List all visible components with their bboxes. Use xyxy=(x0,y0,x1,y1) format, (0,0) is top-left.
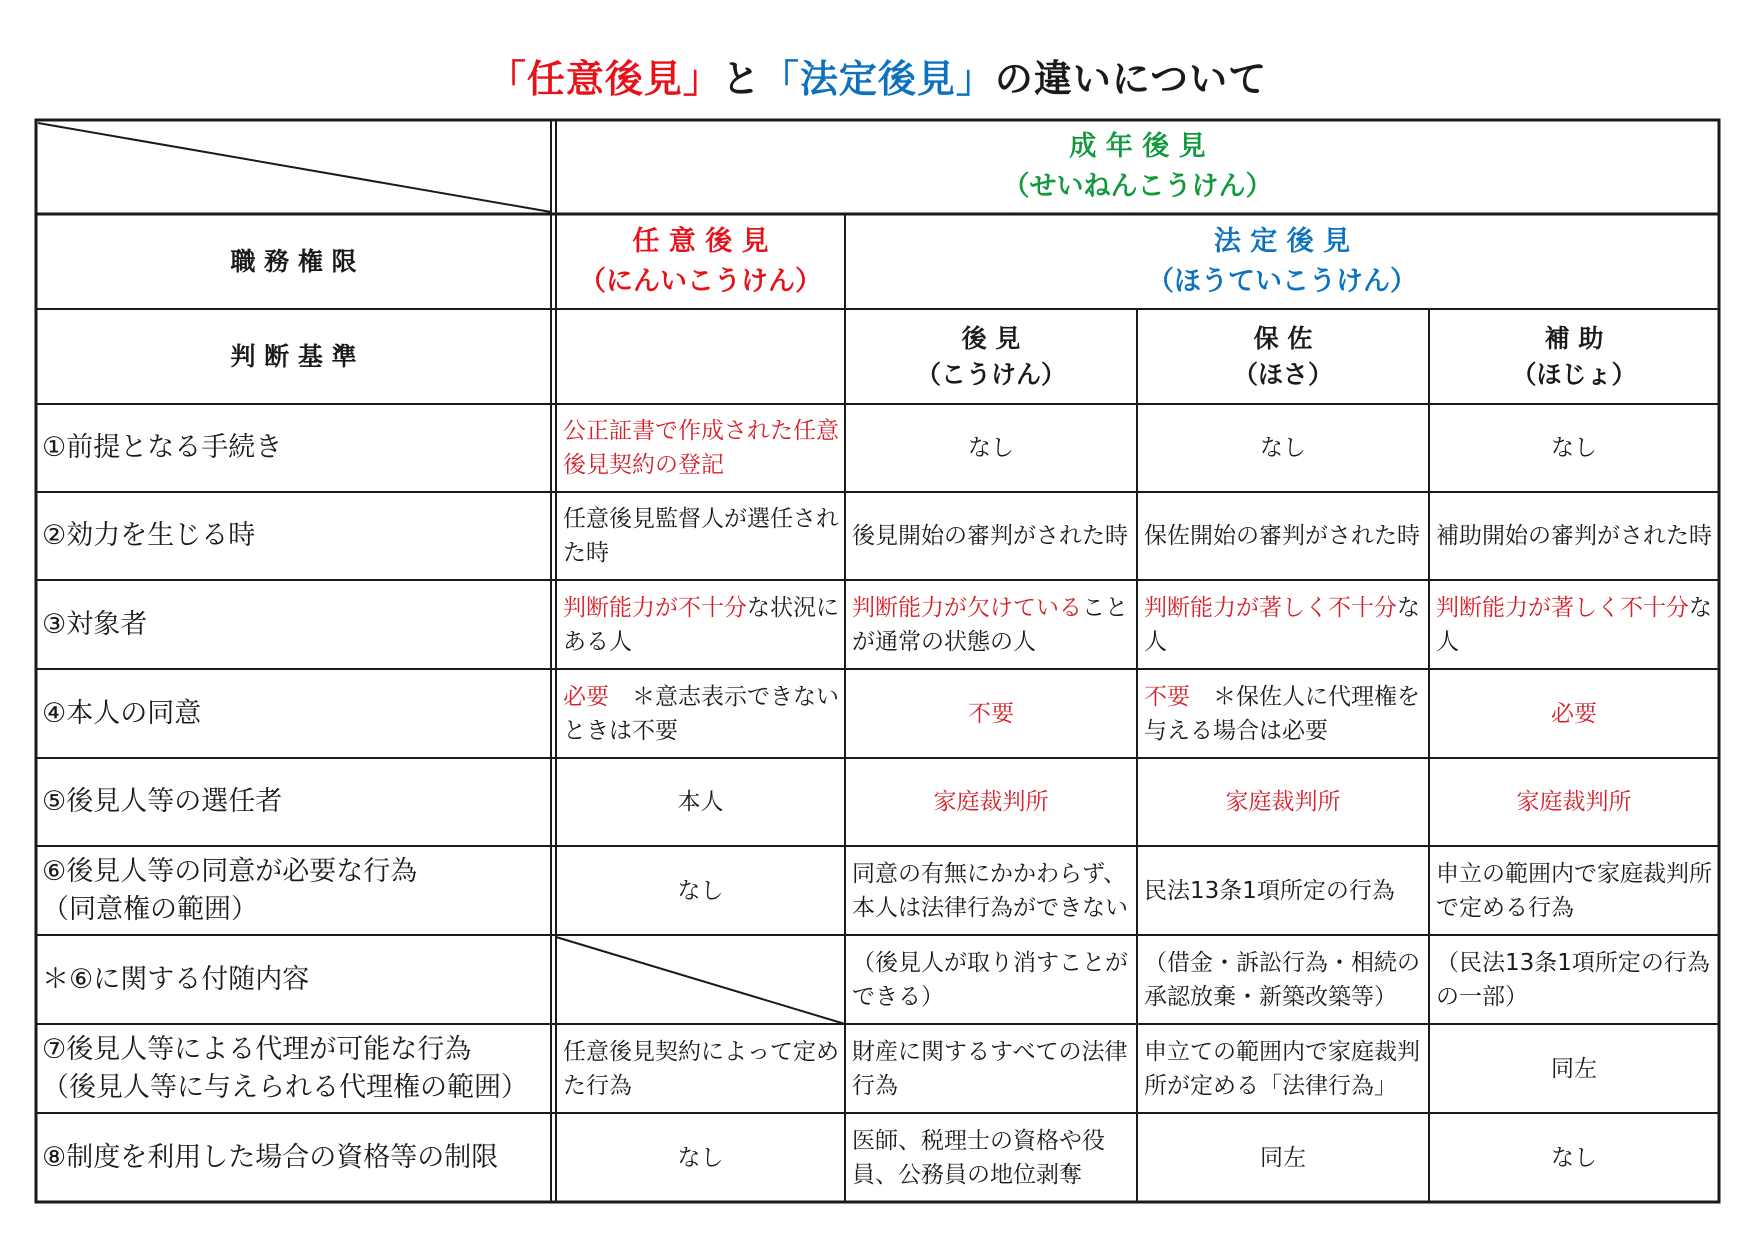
row-label-dairi xyxy=(36,1024,551,1113)
cell-r7-nini-text: 任意後見契約によって定めた行為 xyxy=(563,1038,839,1099)
cell-r8-hosa-text: 同左 xyxy=(1260,1144,1306,1171)
title-hotei: 「法定後見」 xyxy=(760,57,995,101)
cell-r3-hosa-highlight: 判断能力が著しく不十分 xyxy=(1144,594,1397,621)
cell-r5-hojo-text: 家庭裁判所 xyxy=(1516,789,1632,815)
header-koken xyxy=(845,309,1137,404)
row-label-doiken-sub: （同意権の範囲） xyxy=(42,893,258,925)
cell-r2-nini-text: 任意後見監督人が選任された時 xyxy=(563,506,839,566)
cell-r5-hojo xyxy=(1429,758,1719,846)
cell-r3-koken-text: ことが通常の状態の人 xyxy=(852,594,1128,655)
cell-r2-hojo-text: 補助開始の審判がされた時 xyxy=(1436,523,1712,549)
cell-r6b-hojo xyxy=(1429,935,1719,1024)
header-shokumu-label: 職 務 権 限 xyxy=(230,246,357,276)
row-label-taisho xyxy=(36,580,551,669)
cell-r5-nini xyxy=(556,758,845,846)
cell-r1-nini xyxy=(556,404,845,492)
row-label-sennin xyxy=(36,758,551,846)
cell-r5-hosa xyxy=(1137,758,1429,846)
header-hosa xyxy=(1137,309,1429,404)
row-label-seigen-text: ⑧制度を利用した場合の資格等の制限 xyxy=(42,1141,499,1173)
cell-r3-koken-highlight: 判断能力が欠けている xyxy=(852,594,1082,621)
cell-r4-hosa-highlight: 不要 xyxy=(1144,683,1190,710)
header-hojo-kana: （ほじょ） xyxy=(1511,359,1637,389)
cell-r1-hosa xyxy=(1137,404,1429,492)
header-seinen-kana: （せいねんこうけん） xyxy=(1002,171,1273,202)
header-hotei-kana: （ほうていこうけん） xyxy=(1147,265,1417,297)
cell-r8-hojo-text: なし xyxy=(1551,1144,1597,1171)
cell-r6-nini-text: なし xyxy=(677,877,724,904)
row-label-taisho-text: ③対象者 xyxy=(42,608,148,640)
cell-r6-koken-text: 同意の有無にかかわらず、本人は法律行為ができない xyxy=(852,860,1128,921)
cell-r1-nini-text: 公正証書で作成された任意後見契約の登記 xyxy=(563,418,839,478)
header-handan xyxy=(36,309,551,404)
cell-r6b-koken xyxy=(845,935,1137,1024)
row-label-zentei-text: ①前提となる手続き xyxy=(42,432,283,463)
cell-r2-nini xyxy=(556,492,845,580)
header-nini-kana: （にんいこうけん） xyxy=(579,265,822,297)
cell-r4-nini-highlight: 必要 xyxy=(563,683,609,710)
cell-r2-hosa xyxy=(1137,492,1429,580)
row-label-zentei xyxy=(36,404,551,492)
cell-r7-koken xyxy=(845,1024,1137,1113)
cell-r1-hosa-text: なし xyxy=(1260,435,1306,461)
cell-r6b-hosa-text: （借金・訴訟行為・相続の承認放棄・新築改築等） xyxy=(1144,949,1420,1010)
cell-r3-hosa xyxy=(1137,580,1429,669)
header-nini xyxy=(556,214,845,309)
cell-r1-koken xyxy=(845,404,1137,492)
header-nini-label: 任 意 後 見 xyxy=(632,225,769,257)
cell-r8-nini xyxy=(556,1113,845,1202)
cell-r7-nini xyxy=(556,1024,845,1113)
cell-r6-hojo-text: 申立の範囲内で家庭裁判所で定める行為 xyxy=(1436,860,1712,921)
title-nini: 「任意後見」 xyxy=(487,57,722,101)
cell-r1-koken-text: なし xyxy=(968,435,1014,461)
cell-r4-hojo-text: 必要 xyxy=(1551,700,1597,727)
cell-r4-koken-text: 不要 xyxy=(968,700,1014,727)
row-label-koryoku xyxy=(36,492,551,580)
row-label-doiken xyxy=(36,846,551,935)
cell-r3-hojo-text: な人 xyxy=(1436,594,1712,655)
cell-r6-nini xyxy=(556,846,845,935)
header-koken-label: 後 見 xyxy=(961,323,1021,353)
header-seinen-label: 成 年 後 見 xyxy=(1069,131,1206,162)
cell-r4-hosa-text: ＊保佐人に代理権を与える場合は必要 xyxy=(1144,683,1420,744)
cell-r6-hojo xyxy=(1429,846,1719,935)
row-label-fuzui-text: ＊⑥に関する付随内容 xyxy=(42,963,310,995)
header-hojo-label: 補 助 xyxy=(1544,323,1604,353)
cell-r3-koken xyxy=(845,580,1137,669)
cell-r2-hosa-text: 保佐開始の審判がされた時 xyxy=(1144,523,1420,549)
cell-r7-hosa-text: 申立ての範囲内で家庭裁判所が定める「法律行為」 xyxy=(1144,1038,1420,1099)
row-label-fuzui xyxy=(36,935,551,1024)
header-koken-kana: （こうけん） xyxy=(915,359,1066,389)
cell-r5-nini-text: 本人 xyxy=(677,789,724,815)
header-hosa-label: 保 佐 xyxy=(1253,323,1313,353)
row-label-seigen xyxy=(36,1113,551,1202)
cell-r6-koken xyxy=(845,846,1137,935)
cell-r7-koken-text: 財産に関するすべての法律行為 xyxy=(852,1038,1128,1099)
title-to: と xyxy=(721,57,761,101)
cell-r8-hojo xyxy=(1429,1113,1719,1202)
cell-r5-koken xyxy=(845,758,1137,846)
cell-r3-nini-text: な状況にある人 xyxy=(563,594,839,655)
row-label-doi-text: ④本人の同意 xyxy=(42,697,202,729)
row-label-dairi-text: ⑦後見人等による代理が可能な行為 xyxy=(42,1033,472,1065)
cell-r3-nini-highlight: 判断能力が不十分 xyxy=(563,594,747,621)
row-label-dairi-sub: （後見人等に与えられる代理権の範囲） xyxy=(42,1071,528,1103)
cell-r6b-hojo-text: （民法13条1項所定の行為の一部） xyxy=(1436,949,1710,1010)
cell-r7-hosa xyxy=(1137,1024,1429,1113)
cell-r8-koken xyxy=(845,1113,1137,1202)
cell-r3-hojo xyxy=(1429,580,1719,669)
header-handan-label: 判 断 基 準 xyxy=(230,341,357,371)
page-title xyxy=(0,48,1755,103)
header-hotei xyxy=(845,214,1719,309)
cell-r5-koken-text: 家庭裁判所 xyxy=(933,789,1049,815)
cell-r4-nini-text: ＊意志表示できないときは不要 xyxy=(563,683,839,744)
cell-r6-hosa-text: 民法13条1項所定の行為 xyxy=(1144,877,1395,904)
cell-r6b-hosa xyxy=(1137,935,1429,1024)
row-label-doiken-text: ⑥後見人等の同意が必要な行為 xyxy=(42,855,418,887)
cell-r8-koken-text: 医師、税理士の資格や役員、公務員の地位剥奪 xyxy=(852,1127,1105,1188)
cell-r1-hojo xyxy=(1429,404,1719,492)
header-hotei-label: 法 定 後 見 xyxy=(1213,225,1351,257)
cell-r5-hosa-text: 家庭裁判所 xyxy=(1225,789,1341,815)
cell-r8-nini-text: なし xyxy=(677,1144,724,1171)
cell-r4-hosa xyxy=(1137,669,1429,758)
row-label-koryoku-text: ②効力を生じる時 xyxy=(42,520,256,551)
header-seinen xyxy=(556,120,1719,214)
cell-r8-hosa xyxy=(1137,1113,1429,1202)
header-hosa-kana: （ほさ） xyxy=(1232,359,1333,389)
cell-r3-nini xyxy=(556,580,845,669)
cell-r7-hojo xyxy=(1429,1024,1719,1113)
cell-r6b-koken-text: （後見人が取り消すことができる） xyxy=(852,949,1128,1010)
cell-r4-nini xyxy=(556,669,845,758)
cell-r3-hosa-text: な人 xyxy=(1144,594,1420,655)
cell-r2-koken-text: 後見開始の審判がされた時 xyxy=(852,523,1128,549)
header-hojo xyxy=(1429,309,1719,404)
cell-r2-koken xyxy=(845,492,1137,580)
cell-r3-hojo-highlight: 判断能力が著しく不十分 xyxy=(1436,594,1689,621)
row-label-doi xyxy=(36,669,551,758)
title-suffix: の違いについて xyxy=(994,57,1268,101)
cell-r2-hojo xyxy=(1429,492,1719,580)
header-shokumu xyxy=(36,214,551,309)
cell-r4-hojo xyxy=(1429,669,1719,758)
cell-r6-hosa xyxy=(1137,846,1429,935)
cell-r4-koken xyxy=(845,669,1137,758)
row-label-sennin-text: ⑤後見人等の選任者 xyxy=(42,786,283,817)
cell-r1-hojo-text: なし xyxy=(1551,435,1597,461)
cell-r7-hojo-text: 同左 xyxy=(1551,1055,1597,1082)
